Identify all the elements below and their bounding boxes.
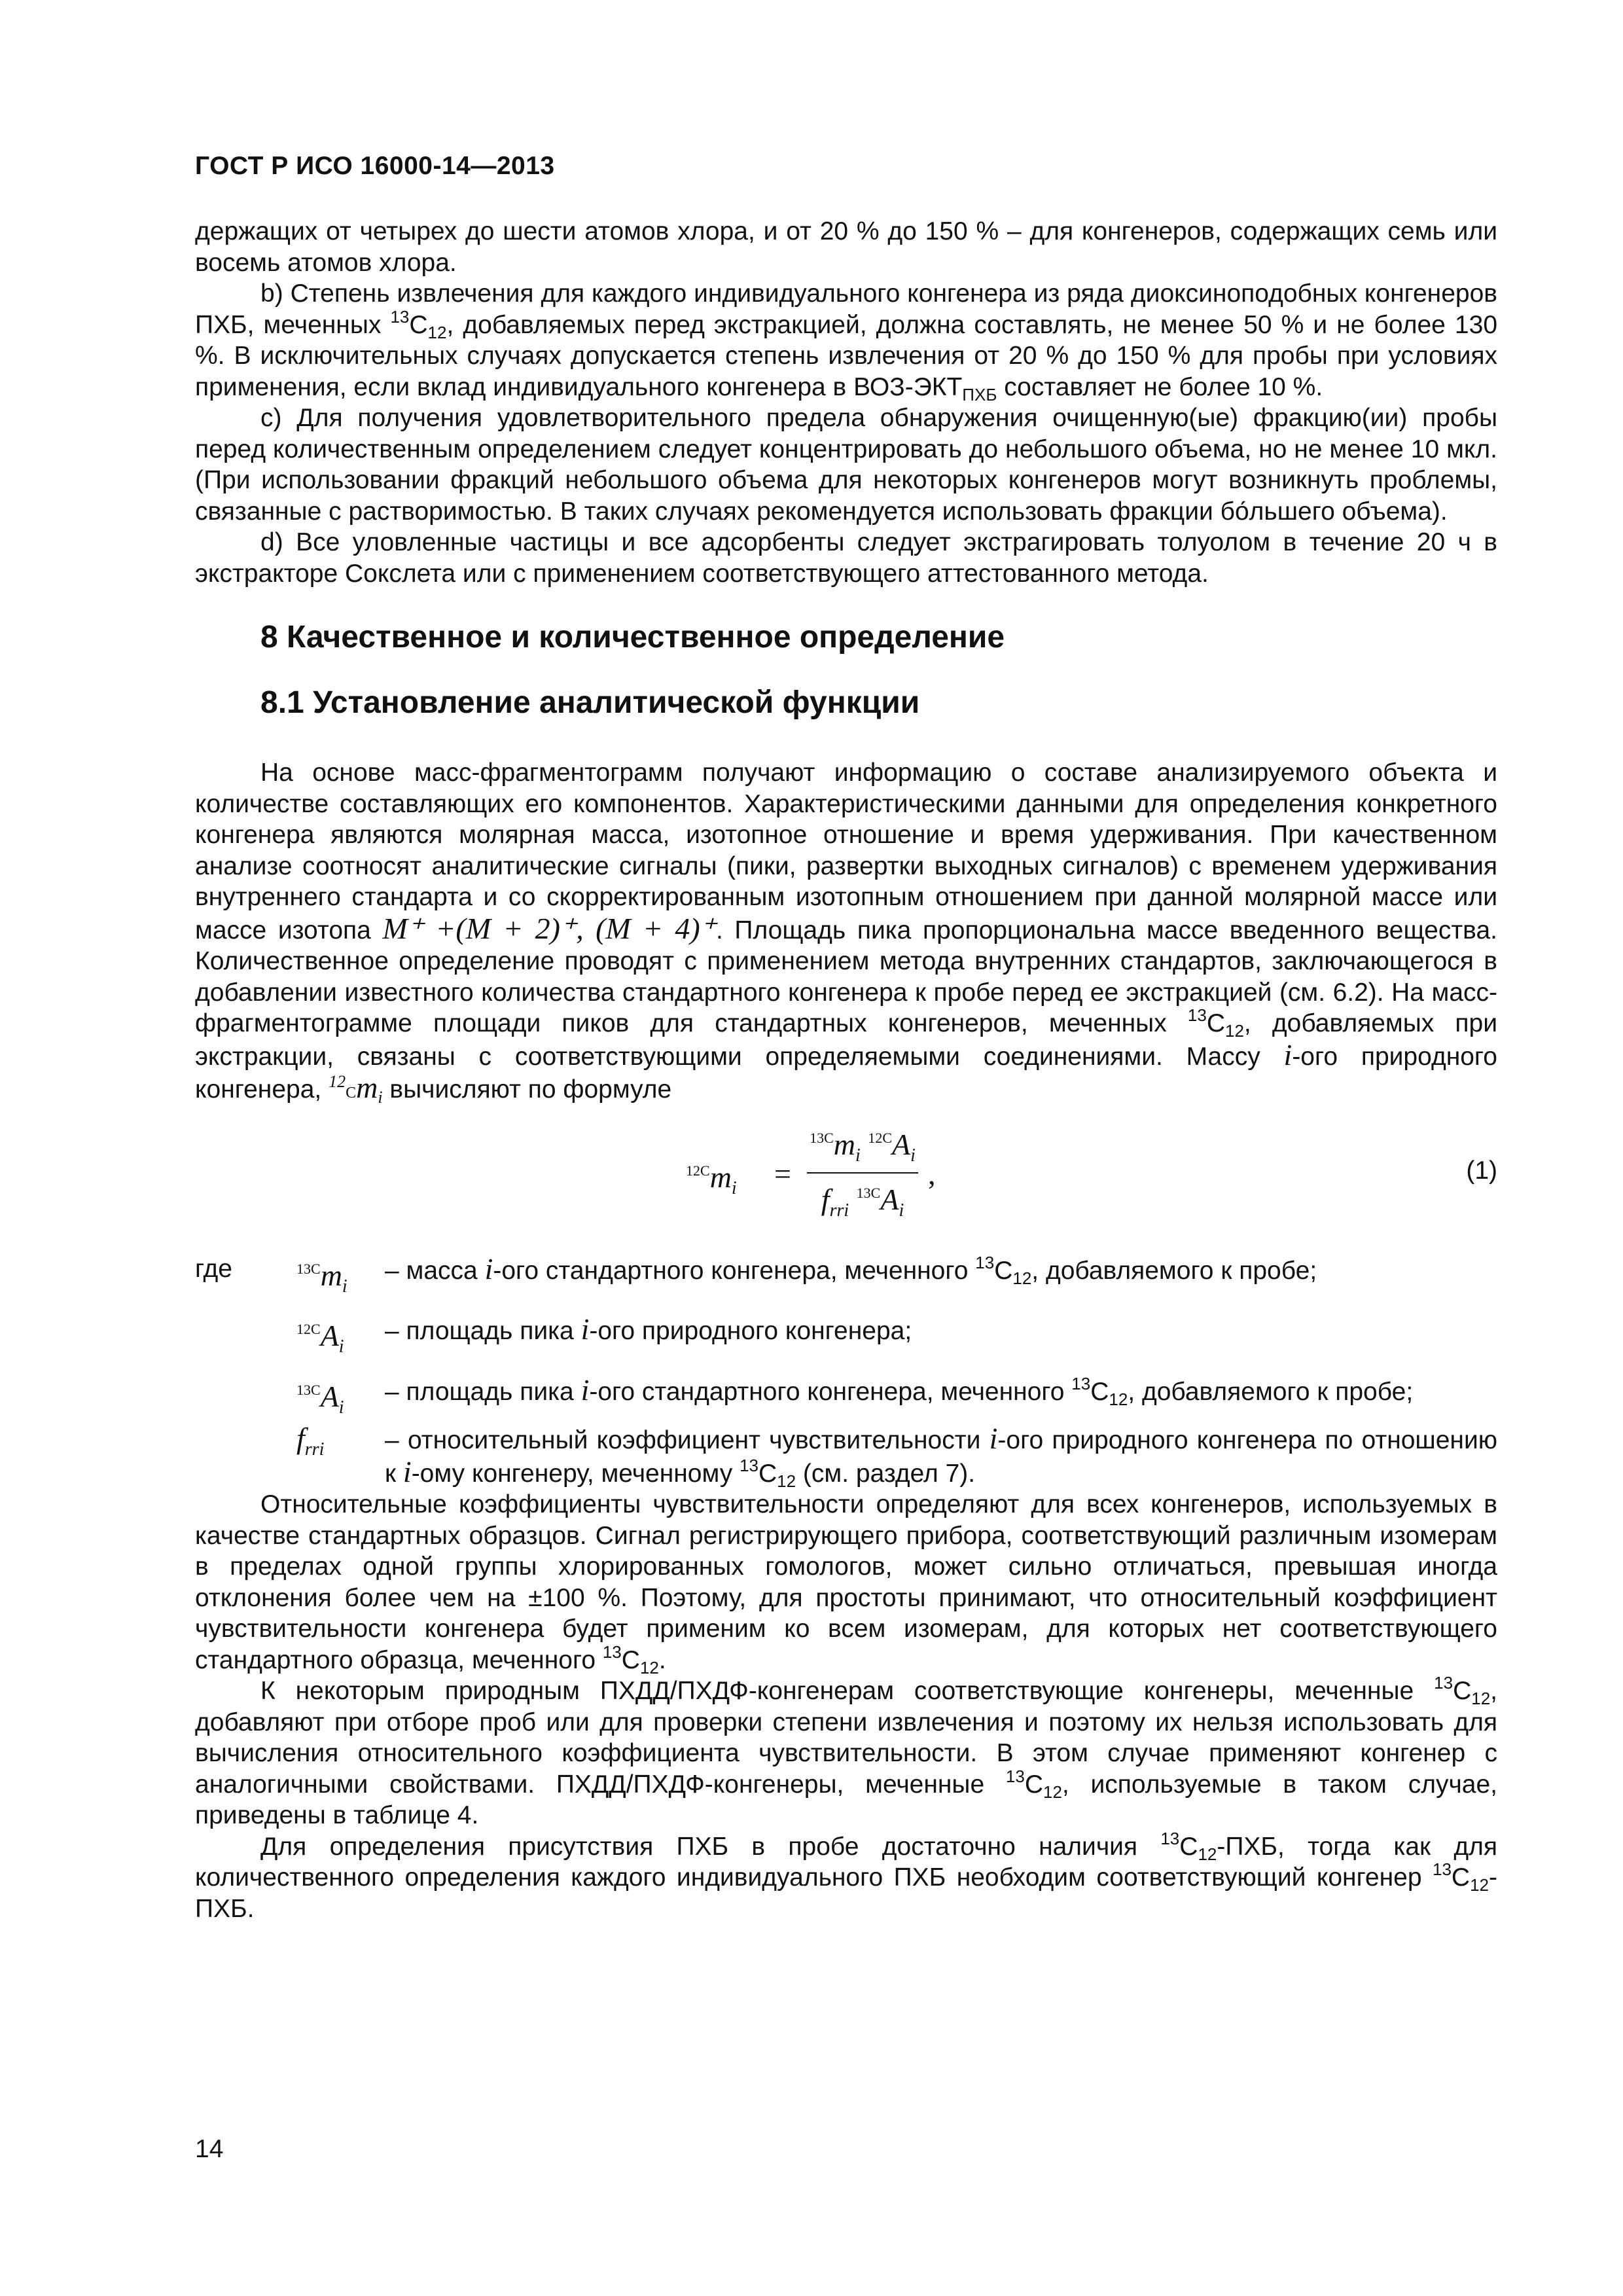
definition-row: $^{12C}A_i$ – площадь пика i-ого природного конгенера; [296, 1312, 912, 1357]
paragraph-response-factors: Относительные коэффициенты чувствительности определяют для всех конгенеров, используемых в качестве стандартных образцов. Сигнал регистрирующего прибора, соответствующий различным изомерам в пределах одной группы хлорированных гомологов, может сильно отличаться, превышая иногда отклонения более чем на ±100 %. Поэтому, для простоты принимают, что относительный коэффициент чувствительности конгенера будет применим ко всем изомерам, для которых нет соответствующего стандартного образца, меченного $^{13}C_{12}$. [195, 1490, 1497, 1677]
section-heading: 8 Качественное и количественное определение [260, 620, 1005, 655]
paragraph-c: c) Для получения удовлетворительного предела обнаружения очищенную(ые) фракцию(ии) пробы перед количественным определением следует концентрировать до небольшого объема, но не менее 10 мкл. (При использовании фракций небольшого объема для некоторых конгенеров могут возникнуть проблемы, связанные с растворимостью. В таких случаях рекомендуется использовать фракции бо́льшего объема). [195, 404, 1497, 526]
paragraph-b: b) Степень извлечения для каждого индивидуального конгенера из ряда диоксиноподобных конгенеров ПХБ, меченных $^{13}C_{12}$, добавляемых перед экстракцией, должна составлять, не менее 50 % и не более 130 %. В исключительных случаях допускается степень извлечения от 20 % до 150 % для пробы при условиях применения, если вклад индивидуального конгенера в ВОЗ-$ЭКТ_{ПХБ}$ составляет не более 10 %. [195, 279, 1498, 404]
paragraph-d: d) Все уловленные частицы и все адсорбенты следует экстрагировать толуолом в течение 20 ч в экстракторе Сокслета или с применением соответствующего аттестованного метода. [195, 528, 1497, 588]
paragraph-continuation: держащих от четырех до шести атомов хлора, и от 20 % до 150 % – для конгенеров, содержащих семь или восемь атомов хлора. [195, 217, 1497, 277]
formula-definitions [195, 1253, 1497, 1490]
definition-row: $^{13C}A_i$ – площадь пика i-ого стандартного конгенера, меченного $^{13}C_{12}$, добавляемого к пробе; [296, 1372, 1414, 1418]
formula-number: (1) [1466, 1156, 1497, 1185]
subsection-heading: 8.1 Установление аналитической функции [260, 685, 920, 720]
paragraph-pcb: Для определения присутствия ПХБ в пробе достаточно наличия $^{13}C_{12}$-ПХБ, тогда как для количественного определения каждого индивидуального ПХБ необходим соответствующий конгенер $^{13}C_{12}$-ПХБ. [195, 1828, 1497, 1923]
definition-row: $f_{rri}$ – относительный коэффициент чувствительности i-ого природного конгенера по отношению к i-ому конгенеру, меченному $^{13}C_{12}$ (см. раздел 7). [296, 1422, 1497, 1491]
document-header: ГОСТ Р ИСО 16000-14—2013 [195, 152, 555, 180]
document-body [195, 216, 1497, 1924]
paragraph-pcdd-pcdf: К некоторым природным ПХДД/ПХДФ-конгенерам соответствующие конгенеры, меченные $^{13}C_{12}$, добавляют при отборе проб или для проверки степени извлечения и поэтому их нельзя использовать для вычисления относительного коэффициента чувствительности. В этом случае применяют конгенер с аналогичными свойствами. ПХДД/ПХДФ-конгенеры, меченные $^{13}C_{12}$, используемые в таком случае, приведены в таблице 4. [195, 1673, 1497, 1829]
isotope-expression: M⁺ +(M + 2)⁺, (M + 4)⁺ [382, 911, 716, 945]
definition-row: где $^{13C}m_i$ – масса i-ого стандартного конгенера, меченного $^{13}C_{12}$, добавляемого к пробе; [195, 1251, 1317, 1297]
formula-1: $^{12C}m_i$ = $^{13C}m_i$ $^{12C}A_i$ $f_{rri}$ $^{13C}A_i$ , (1) [686, 1127, 1497, 1221]
page-number: 14 [195, 2135, 224, 2163]
paragraph-analytical-function: На основе масс-фрагментограмм получают информацию о составе анализируемого объекта и количестве составляющих его компонентов. Характеристическими данными для определения конкретного конгенера являются молярная масса, изотопное отношение и время удерживания. При качественном анализе соотносят аналитические сигналы (пики, развертки выходных сигналов) с временем удерживания внутреннего стандарта и со скорректированным изотопным отношением при данной молярной массе или массе изотопа M⁺ +(M + 2)⁺, (M + 4)⁺. Площадь пика пропорциональна массе введенного вещества. Количественное определение проводят с применением метода внутренних стандартов, заключающегося в добавлении известного количества стандартного конгенера к пробе перед ее экстракцией (см. 6.2). На масс-фрагментограмме площади пиков для стандартных конгенеров, меченных $^{13}C_{12}$, добавляемых при экстракции, связаны с соответствующими определяемыми соединениями. Массу i-ого природного конгенера, $^{12}Cm_i$ вычисляют по формуле [195, 759, 1497, 1107]
